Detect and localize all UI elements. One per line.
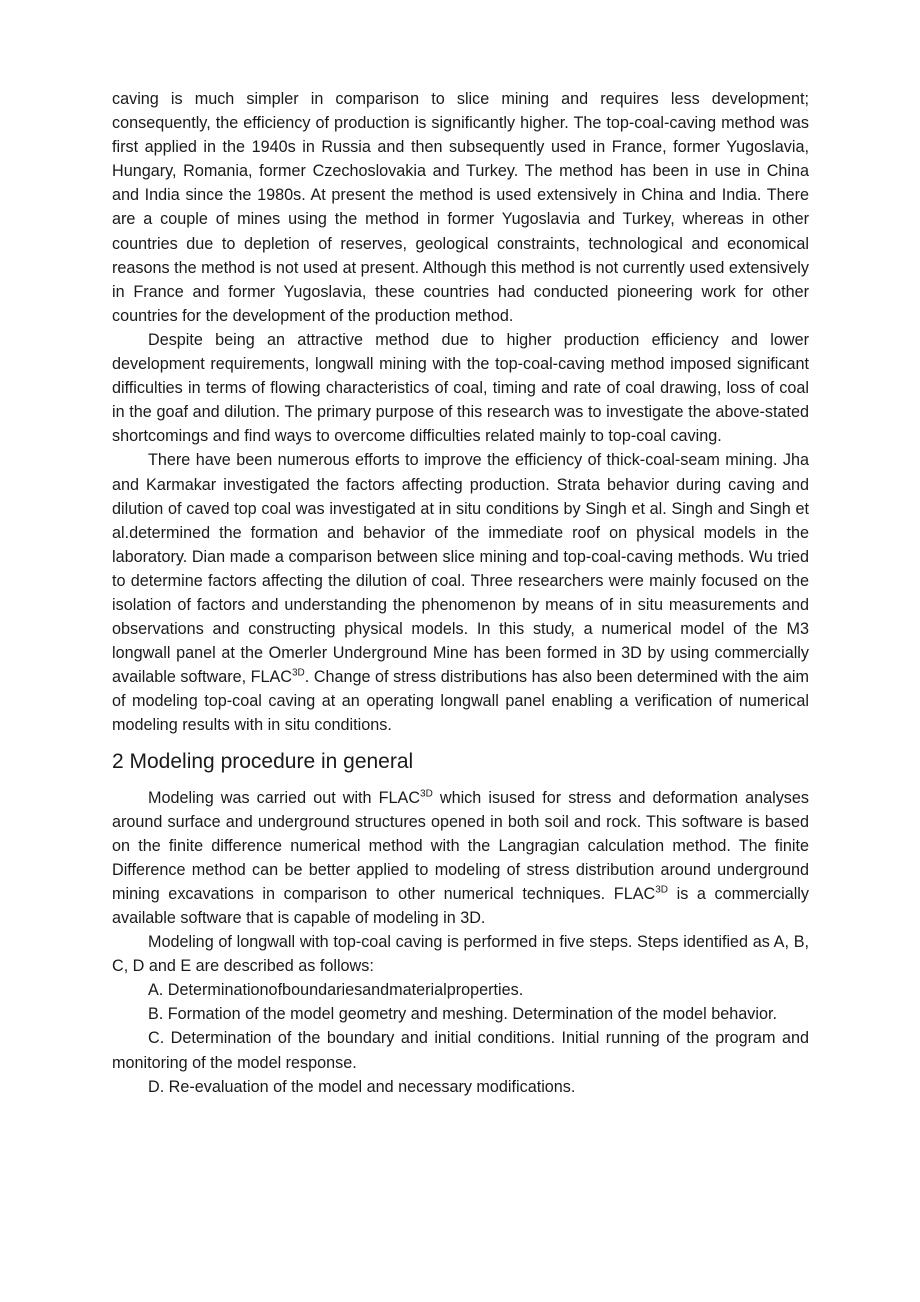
paragraph-research-efforts xyxy=(112,448,809,737)
modeling-text-part2: which isused for stress and deformation analyses around surface and underground structures opened in both soil and rock. This software is based on the finite difference numerical method with the Langragian calculation method. The finite Difference method can be better applied to modeling of stress distribution around underground mining excavations in comparison to other numerical techniques. FLAC xyxy=(112,788,809,903)
step-item-c: C. Determination of the boundary and initial conditions. Initial running of the program and monitoring of the model response. xyxy=(112,1029,809,1072)
document-page xyxy=(112,87,809,1099)
paragraph-modeling-steps: Modeling of longwall with top-coal caving is performed in five steps. Steps identified as A, B, C, D and E are described as follows: xyxy=(112,933,809,976)
modeling-text-part3: is a commercially available software that is capable of modeling in 3D. xyxy=(112,884,809,927)
step-item-a: A. Determinationofboundariesandmaterialproperties. xyxy=(148,981,524,1000)
efforts-text-part2: . Change of stress distributions has also been determined with the aim of modeling top-coal caving at an operating longwall panel enabling a verification of numerical modeling results with in situ conditions. xyxy=(112,668,809,735)
section-heading: 2 Modeling procedure in general xyxy=(112,749,414,773)
modeling-superscript-2: 3D xyxy=(655,884,668,896)
paragraph-modeling-software xyxy=(112,786,809,931)
step-item-b: B. Formation of the model geometry and meshing. Determination of the model behavior. xyxy=(148,1005,777,1024)
modeling-superscript-1: 3D xyxy=(420,788,433,800)
paragraph-caving-history: caving is much simpler in comparison to slice mining and requires less development; consequently, the efficiency of production is significantly higher. The top-coal-caving method was first applied in the 1940s in Russia and then subsequently used in France, former Yugoslavia, Hungary, Romania, former Czechoslovakia and Turkey. The method has been in use in China and India since the 1980s. At present the method is used extensively in China and India. There are a couple of mines using the method in former Yugoslavia and Turkey, whereas in other countries due to depletion of reserves, geological constraints, technological and economical reasons the method is not used at present. Although this method is not currently used extensively in France and former Yugoslavia, these countries had conducted pioneering work for other countries for the development of the production method. xyxy=(112,90,809,325)
efforts-text-part1: There have been numerous efforts to improve the efficiency of thick-coal-seam mining. Jha and Karmakar investigated the factors affecting production. Strata behavior during caving and dilution of caved top coal was investigated at in situ conditions by Singh et al. Singh and Singh et al.determined the formation and behavior of the immediate roof on physical models in the laboratory. Dian made a comparison between slice mining and top-coal-caving methods. Wu tried to determine factors affecting the dilution of coal. Three researchers were mainly focused on the isolation of factors and understanding the phenomenon by means of in situ measurements and observations and constructing physical models. In this study, a numerical model of the M3 longwall panel at the Omerler Underground Mine has been formed in 3D by using commercially available software, FLAC xyxy=(112,451,809,687)
step-item-d: D. Re-evaluation of the model and necessary modifications. xyxy=(148,1077,576,1096)
efforts-superscript: 3D xyxy=(292,667,305,679)
paragraph-method-difficulties: Despite being an attractive method due to higher production efficiency and lower development requirements, longwall mining with the top-coal-caving method imposed significant difficulties in terms of flowing characteristics of coal, timing and rate of coal drawing, loss of coal in the goaf and dilution. The primary purpose of this research was to investigate the above-stated shortcomings and find ways to overcome difficulties related mainly to top-coal caving. xyxy=(112,330,809,446)
modeling-text-part1: Modeling was carried out with FLAC xyxy=(148,788,421,807)
